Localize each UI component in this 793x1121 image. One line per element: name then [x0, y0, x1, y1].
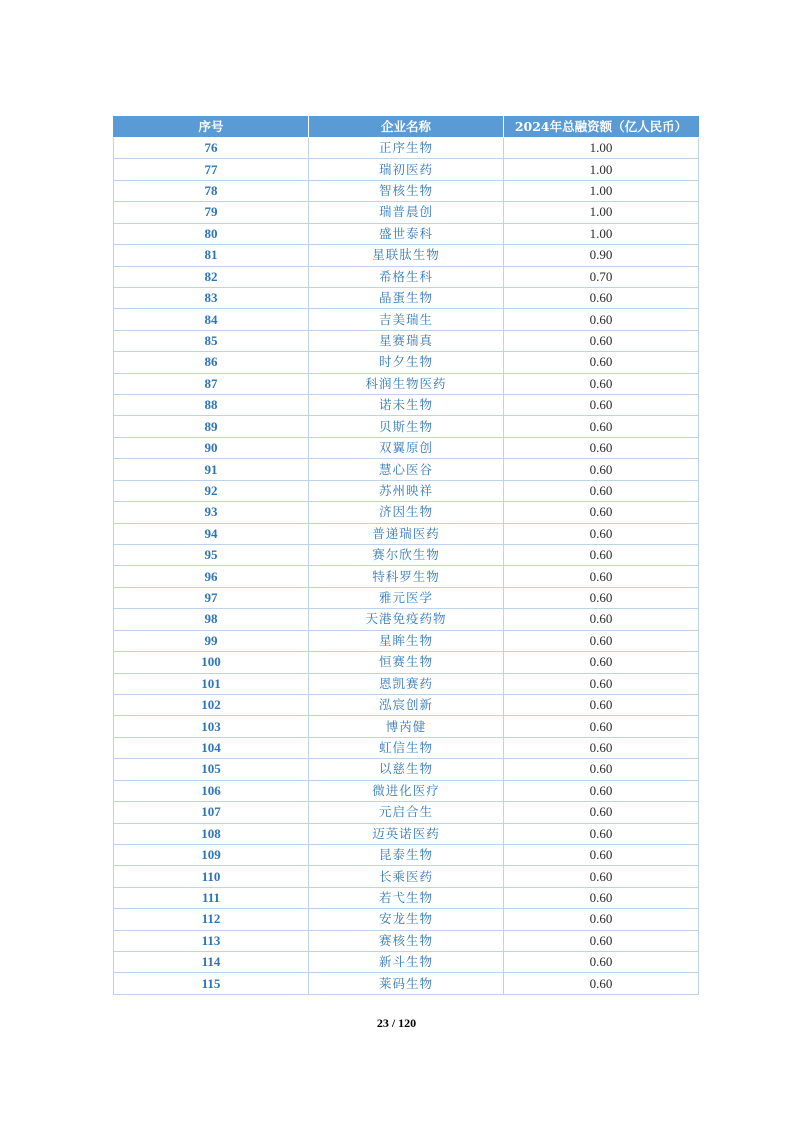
- row-index: 86: [114, 352, 309, 373]
- row-index: 103: [114, 716, 309, 737]
- company-name: 赛核生物: [309, 930, 504, 951]
- company-name: 星眸生物: [309, 630, 504, 651]
- row-index: 96: [114, 566, 309, 587]
- company-name: 新斗生物: [309, 952, 504, 973]
- financing-amount: 1.00: [504, 180, 699, 201]
- table-row: [114, 416, 699, 437]
- financing-amount: 0.60: [504, 587, 699, 608]
- financing-amount: 0.60: [504, 844, 699, 865]
- financing-amount: 0.60: [504, 694, 699, 715]
- company-name: 以慈生物: [309, 759, 504, 780]
- row-index: 112: [114, 909, 309, 930]
- table-row: [114, 909, 699, 930]
- row-index: 108: [114, 823, 309, 844]
- table-row: [114, 844, 699, 865]
- row-index: 88: [114, 395, 309, 416]
- financing-amount: 0.60: [504, 630, 699, 651]
- financing-amount: 0.60: [504, 716, 699, 737]
- financing-amount: 1.00: [504, 223, 699, 244]
- company-name: 雅元医学: [309, 587, 504, 608]
- financing-amount: 1.00: [504, 159, 699, 180]
- company-name: 元启合生: [309, 802, 504, 823]
- table-row: [114, 973, 699, 994]
- financing-amount: 0.60: [504, 437, 699, 458]
- company-name: 微进化医疗: [309, 780, 504, 801]
- row-index: 84: [114, 309, 309, 330]
- company-name: 科润生物医药: [309, 373, 504, 394]
- financing-amount: 0.60: [504, 566, 699, 587]
- company-name: 瑞普晨创: [309, 202, 504, 223]
- table-row: [114, 545, 699, 566]
- page-number: 23 / 120: [376, 1016, 417, 1030]
- table-row: [114, 587, 699, 608]
- table-body: [114, 138, 699, 995]
- company-name: 双翼原创: [309, 437, 504, 458]
- financing-amount: 0.60: [504, 416, 699, 437]
- company-name: 智核生物: [309, 180, 504, 201]
- company-name: 若弋生物: [309, 887, 504, 908]
- table-row: [114, 480, 699, 501]
- row-index: 97: [114, 587, 309, 608]
- company-name: 盛世泰科: [309, 223, 504, 244]
- row-index: 81: [114, 245, 309, 266]
- row-index: 92: [114, 480, 309, 501]
- financing-amount: 0.60: [504, 930, 699, 951]
- financing-amount: 0.60: [504, 609, 699, 630]
- header-index: 序号: [114, 117, 309, 138]
- company-name: 星联肽生物: [309, 245, 504, 266]
- table-row: [114, 202, 699, 223]
- company-name: 吉美瑞生: [309, 309, 504, 330]
- row-index: 78: [114, 180, 309, 201]
- row-index: 109: [114, 844, 309, 865]
- row-index: 101: [114, 673, 309, 694]
- header-total-financing: 2024年总融资额（亿人民币）: [504, 117, 699, 138]
- financing-amount: 0.60: [504, 780, 699, 801]
- row-index: 113: [114, 930, 309, 951]
- financing-amount: 0.60: [504, 459, 699, 480]
- company-name: 济因生物: [309, 502, 504, 523]
- row-index: 82: [114, 266, 309, 287]
- row-index: 77: [114, 159, 309, 180]
- row-index: 87: [114, 373, 309, 394]
- table-row: [114, 223, 699, 244]
- header-row: [114, 117, 699, 138]
- table-row: [114, 245, 699, 266]
- financing-amount: 0.60: [504, 823, 699, 844]
- table-row: [114, 309, 699, 330]
- financing-amount: 0.60: [504, 480, 699, 501]
- table-row: [114, 694, 699, 715]
- row-index: 105: [114, 759, 309, 780]
- company-name: 普递瑞医药: [309, 523, 504, 544]
- company-name: 博芮健: [309, 716, 504, 737]
- company-name: 贝斯生物: [309, 416, 504, 437]
- company-name: 泓宸创新: [309, 694, 504, 715]
- table-row: [114, 395, 699, 416]
- table-row: [114, 352, 699, 373]
- row-index: 85: [114, 330, 309, 351]
- table-row: [114, 330, 699, 351]
- row-index: 106: [114, 780, 309, 801]
- table-row: [114, 780, 699, 801]
- company-name: 迈英诺医药: [309, 823, 504, 844]
- table-row: [114, 502, 699, 523]
- table-row: [114, 952, 699, 973]
- company-name: 长乘医药: [309, 866, 504, 887]
- table-row: [114, 459, 699, 480]
- company-name: 正序生物: [309, 138, 504, 159]
- company-name: 时夕生物: [309, 352, 504, 373]
- financing-amount: 0.60: [504, 652, 699, 673]
- row-index: 111: [114, 887, 309, 908]
- row-index: 89: [114, 416, 309, 437]
- row-index: 98: [114, 609, 309, 630]
- financing-amount: 0.60: [504, 802, 699, 823]
- financing-amount: 0.60: [504, 545, 699, 566]
- row-index: 104: [114, 737, 309, 758]
- row-index: 114: [114, 952, 309, 973]
- row-index: 115: [114, 973, 309, 994]
- financing-amount: 0.60: [504, 352, 699, 373]
- table-row: [114, 609, 699, 630]
- financing-amount: 1.00: [504, 138, 699, 159]
- table-row: [114, 287, 699, 308]
- table-row: [114, 716, 699, 737]
- financing-amount: 0.60: [504, 737, 699, 758]
- table-row: [114, 437, 699, 458]
- table-row: [114, 566, 699, 587]
- row-index: 100: [114, 652, 309, 673]
- header-company-name: 企业名称: [309, 117, 504, 138]
- row-index: 90: [114, 437, 309, 458]
- company-name: 昆泰生物: [309, 844, 504, 865]
- company-name: 虹信生物: [309, 737, 504, 758]
- table-header: [114, 117, 699, 138]
- company-name: 星赛瑞真: [309, 330, 504, 351]
- company-name: 天港免疫药物: [309, 609, 504, 630]
- financing-amount: 0.60: [504, 759, 699, 780]
- financing-amount: 0.60: [504, 866, 699, 887]
- company-name: 瑞初医药: [309, 159, 504, 180]
- table-row: [114, 737, 699, 758]
- table-row: [114, 673, 699, 694]
- financing-amount: 0.90: [504, 245, 699, 266]
- row-index: 80: [114, 223, 309, 244]
- company-name: 慧心医谷: [309, 459, 504, 480]
- financing-amount: 0.60: [504, 673, 699, 694]
- row-index: 83: [114, 287, 309, 308]
- table-row: [114, 159, 699, 180]
- table-row: [114, 523, 699, 544]
- financing-amount: 0.60: [504, 309, 699, 330]
- company-name: 安龙生物: [309, 909, 504, 930]
- row-index: 76: [114, 138, 309, 159]
- table-row: [114, 652, 699, 673]
- financing-amount: 0.60: [504, 952, 699, 973]
- table-row: [114, 630, 699, 651]
- table-row: [114, 887, 699, 908]
- company-name: 赛尔欣生物: [309, 545, 504, 566]
- row-index: 91: [114, 459, 309, 480]
- table-row: [114, 138, 699, 159]
- company-name: 莱码生物: [309, 973, 504, 994]
- financing-amount: 0.60: [504, 395, 699, 416]
- table-row: [114, 823, 699, 844]
- company-name: 希格生科: [309, 266, 504, 287]
- row-index: 79: [114, 202, 309, 223]
- financing-amount: 0.60: [504, 502, 699, 523]
- row-index: 102: [114, 694, 309, 715]
- table-row: [114, 180, 699, 201]
- company-name: 特科罗生物: [309, 566, 504, 587]
- financing-amount: 1.00: [504, 202, 699, 223]
- financing-amount: 0.60: [504, 523, 699, 544]
- table-row: [114, 266, 699, 287]
- row-index: 94: [114, 523, 309, 544]
- financing-amount: 0.60: [504, 887, 699, 908]
- table-row: [114, 930, 699, 951]
- row-index: 107: [114, 802, 309, 823]
- row-index: 110: [114, 866, 309, 887]
- financing-amount: 0.60: [504, 287, 699, 308]
- company-name: 苏州映祥: [309, 480, 504, 501]
- table-row: [114, 373, 699, 394]
- company-name: 恩凯赛药: [309, 673, 504, 694]
- company-name: 恒赛生物: [309, 652, 504, 673]
- financing-amount: 0.60: [504, 373, 699, 394]
- financing-amount: 0.70: [504, 266, 699, 287]
- row-index: 95: [114, 545, 309, 566]
- table-row: [114, 759, 699, 780]
- financing-amount: 0.60: [504, 330, 699, 351]
- company-name: 诺未生物: [309, 395, 504, 416]
- table-row: [114, 802, 699, 823]
- financing-table: [113, 116, 699, 995]
- row-index: 99: [114, 630, 309, 651]
- financing-amount: 0.60: [504, 973, 699, 994]
- company-name: 晶蛋生物: [309, 287, 504, 308]
- row-index: 93: [114, 502, 309, 523]
- table-row: [114, 866, 699, 887]
- financing-amount: 0.60: [504, 909, 699, 930]
